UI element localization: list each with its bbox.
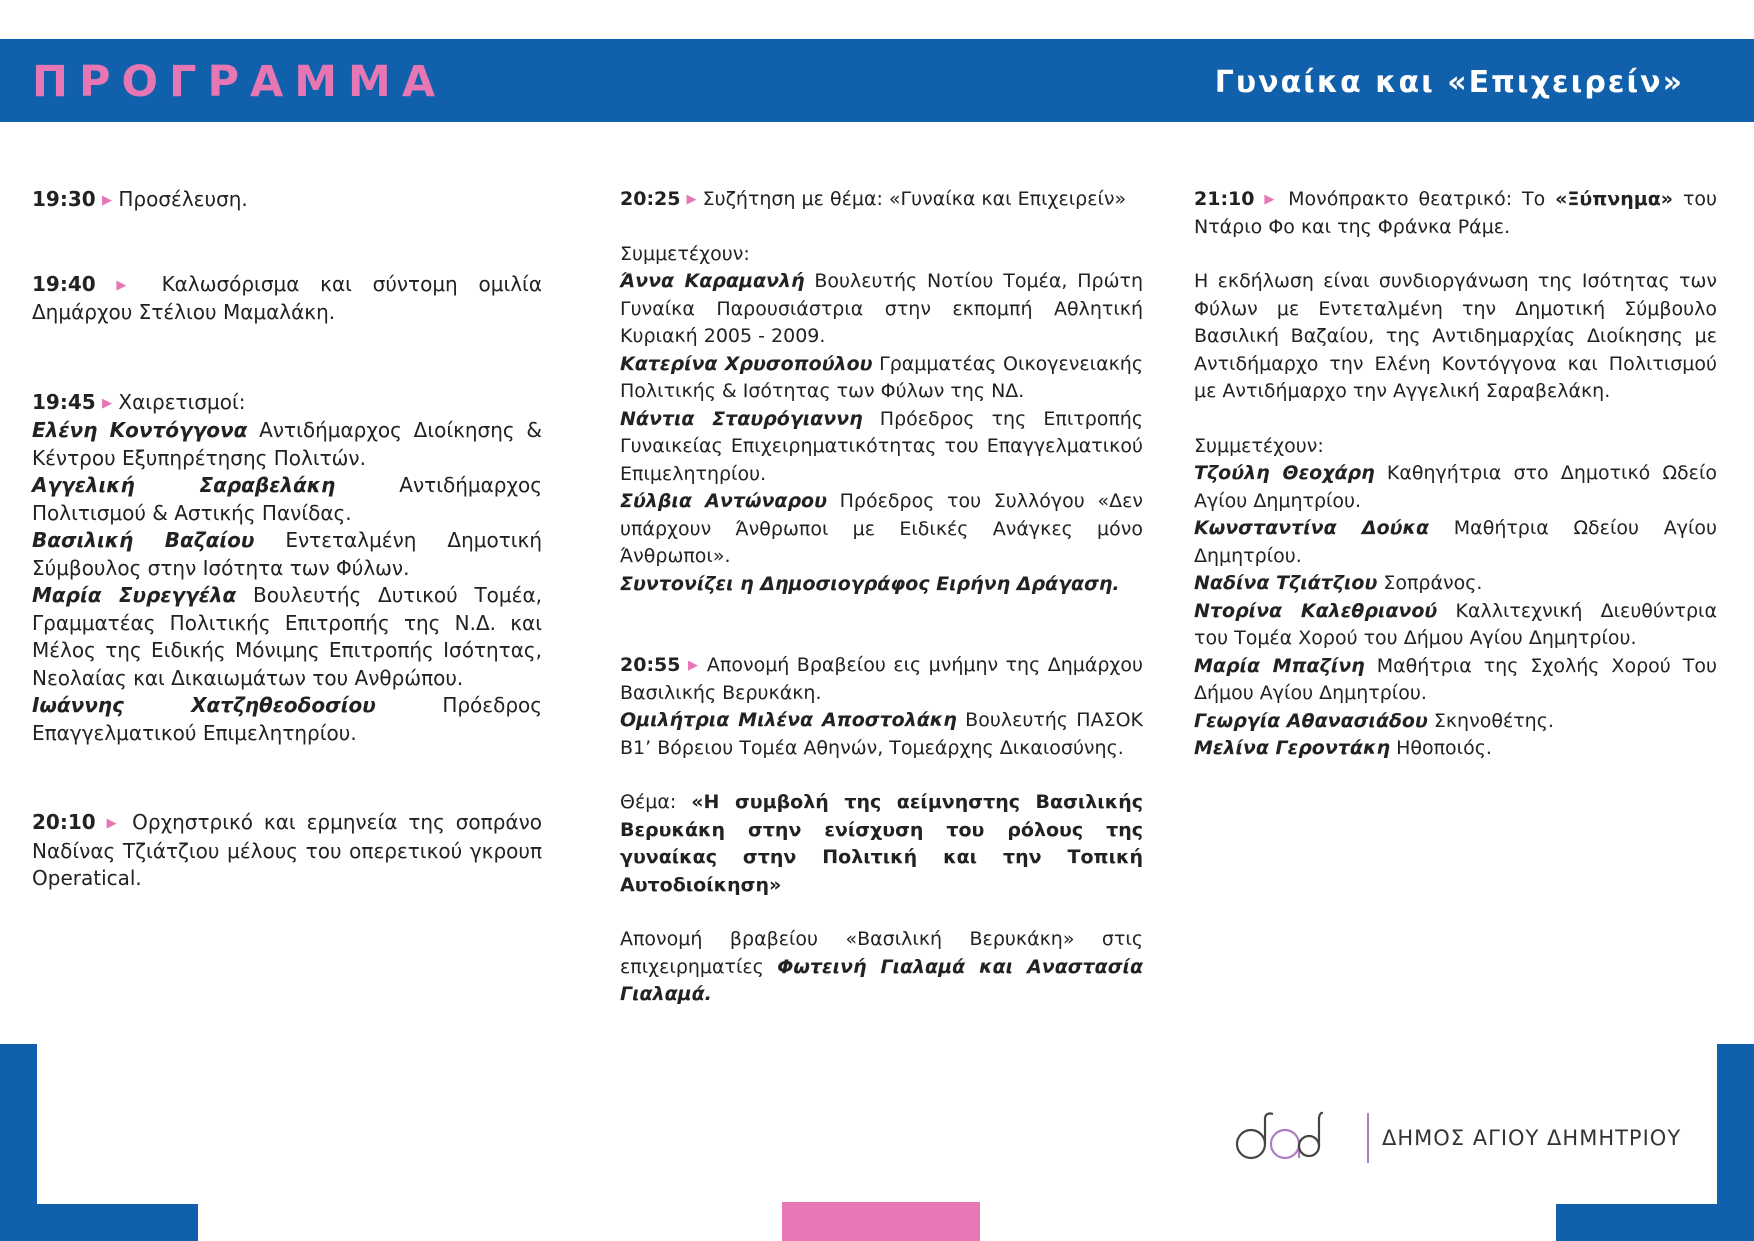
speaker-entry: Ομιλήτρια Μιλένα Αποστολάκη Βουλευτής ΠΑΣΟΚ Β1’ Βόρειου Τομέα Αθηνών, Τομεάρχης Δικαιοσύνης. <box>620 709 1143 759</box>
guest-entry: Ελένη Κοντόγγονα Αντιδήμαρχος Διοίκησης & Κέντρου Εξυπηρέτησης Πολιτών. <box>32 418 542 470</box>
program-item: 21:10 ▶ Μονόπρακτο θεατρικό: Το «Ξύπνημα» του Ντάριο Φο και της Φράνκα Ράμε. <box>1194 188 1717 238</box>
time-label: 20:10 <box>32 810 96 834</box>
award-entry: Απονομή βραβείου «Βασιλική Βερυκάκη» στις επιχειρηματίες Φωτεινή Γιαλαμά και Αναστασία Γιαλαμά. <box>620 928 1143 1005</box>
program-column-2 <box>620 186 1143 1009</box>
time-label: 21:10 <box>1194 188 1255 210</box>
program-item: 20:25 ▶ Συζήτηση με θέμα: «Γυναίκα και Επιχειρείν» <box>620 188 1127 210</box>
triangle-right-icon: ▶ <box>102 193 113 208</box>
event-title: Γυναίκα και «Επιχειρείν» <box>1214 65 1684 100</box>
logo-divider <box>1367 1113 1369 1163</box>
time-label: 19:45 <box>32 389 96 414</box>
pink-accent-bar <box>782 1202 980 1241</box>
program-column-3 <box>1194 186 1717 763</box>
header-bar <box>0 39 1754 122</box>
organizers-note: Η εκδήλωση είναι συνδιοργάνωση της Ισότητας των Φύλων με Εντεταλμένη την Δημοτική Σύμβουλο Βασιλική Βαζαίου, της Αντιδημαρχίας Διοίκησης με Αντιδήμαρχο την Ελένη Κοντόγγονα και Πολιτισμού με Αντιδήμαρχο την Αγγελική Σαραβελάκη. <box>1194 270 1717 402</box>
program-item: 19:30 ▶ Προσέλευση. <box>32 187 248 211</box>
guest-entry: Αγγελική Σαραβελάκη Αντιδήμαρχος Πολιτισμού & Αστικής Πανίδας. <box>32 473 543 525</box>
triangle-right-icon: ▶ <box>1264 192 1279 207</box>
guest-entry: Βασιλική Βαζαίου Εντεταλμένη Δημοτική Σύμβουλος στην Ισότητα των Φύλων. <box>32 528 542 580</box>
guest-entry: Μαρία Συρεγγέλα Βουλευτής Δυτικού Τομέα, Γραμματέας Πολιτικής Επιτροπής της Ν.Δ. και Μέλος της Ειδικής Μόνιμης Επιτροπής Ισότητας, Νεολαίας και Δικαιωμάτων του Ανθρώπου. <box>32 583 542 690</box>
moderator-note: Συντονίζει η Δημοσιογράφος Ειρήνη Δράγαση. <box>620 572 1120 595</box>
program-item: 20:55 ▶ Απονομή Βραβείου εις μνήμην της Δημάρχου Βασιλικής Βερυκάκη. <box>620 654 1144 704</box>
theme-entry: Θέμα: «Η συμβολή της αείμνηστης Βασιλικής Βερυκάκη στην ενίσχυση του ρόλους της γυναίκας στην Πολιτική και την Τοπική Αυτοδιοίκηση» <box>620 791 1143 896</box>
page-title: ΠΡΟΓΡΑΜΜΑ <box>32 57 447 107</box>
time-label: 19:30 <box>32 187 96 211</box>
time-label: 20:55 <box>620 654 681 676</box>
program-column-1 <box>32 186 542 893</box>
triangle-right-icon: ▶ <box>116 277 141 293</box>
municipality-name: ΔΗΜΟΣ ΑΓΙΟΥ ΔΗΜΗΤΡΙΟΥ <box>1382 1126 1682 1150</box>
participant-entry: Άννα Καραμανλή Βουλευτής Νοτίου Τομέα, Πρώτη Γυναίκα Παρουσιάστρια στην εκπομπή Αθλητική Κυριακή 2005 - 2009. <box>620 270 1143 347</box>
participant-entry: Τζούλη Θεοχάρη Καθηγήτρια στο Δημοτικό Ωδείο Αγίου Δημητρίου. <box>1194 462 1717 512</box>
corner-bracket-right-horizontal <box>1556 1204 1754 1241</box>
participant-entry: Γεωργία Αθανασιάδου Σκηνοθέτης. <box>1194 709 1554 732</box>
program-item: 19:40 ▶ Καλωσόρισμα και σύντομη ομιλία Δημάρχου Στέλιου Μαμαλάκη. <box>32 271 542 324</box>
time-label: 19:40 <box>32 271 96 296</box>
triangle-right-icon: ▶ <box>106 816 122 831</box>
municipality-logo-icon <box>1233 1110 1323 1166</box>
triangle-right-icon: ▶ <box>102 395 113 411</box>
triangle-right-icon: ▶ <box>686 192 697 207</box>
participant-entry: Νάντια Σταυρόγιαννη Πρόεδρος της Επιτροπής Γυναικείας Επιχειρηματικότητας του Επαγγελματικού Επιμελητηρίου. <box>620 407 1144 485</box>
participant-entry: Μελίνα Γεροντάκη Ηθοποιός. <box>1194 737 1492 759</box>
program-item: 19:45 ▶ Χαιρετισμοί: <box>32 389 246 414</box>
participant-entry: Ντορίνα Καλεθριανού Καλλιτεχνική Διευθύντρια του Τομέα Χορού του Δήμου Αγίου Δημητρίου. <box>1194 599 1717 649</box>
corner-bracket-left-horizontal <box>0 1204 198 1241</box>
participants-heading: Συμμετέχουν: <box>1194 434 1324 457</box>
participant-entry: Κατερίνα Χρυσοπούλου Γραμματέας Οικογενειακής Πολιτικής & Ισότητας των Φύλων της ΝΔ. <box>620 352 1144 402</box>
program-item: 20:10 ▶ Ορχηστρικό και ερμηνεία της σοπράνο Ναδίνας Τζιάτζιου μέλους του οπερετικού γκρουπ Operatical. <box>32 810 543 890</box>
guest-entry: Ιωάννης Χατζηθεοδοσίου Πρόεδρος Επαγγελματικού Επιμελητηρίου. <box>32 693 542 745</box>
participant-entry: Μαρία Μπαζίνη Μαθήτρια της Σχολής Χορού Του Δήμου Αγίου Δημητρίου. <box>1194 654 1717 704</box>
participant-entry: Κωνσταντίνα Δούκα Μαθήτρια Ωδείου Αγίου Δημητρίου. <box>1194 517 1717 567</box>
participants-heading: Συμμετέχουν: <box>620 242 750 265</box>
participant-entry: Ναδίνα Τζιάτζιου Σοπράνος. <box>1194 572 1483 594</box>
participant-entry: Σύλβια Αντώναρου Πρόεδρος του Συλλόγου «Δεν υπάρχουν Άνθρωποι με Ειδικές Ανάγκες μόνο Άνθρωποι». <box>620 490 1143 567</box>
triangle-right-icon: ▶ <box>687 658 700 673</box>
time-label: 20:25 <box>620 188 681 210</box>
